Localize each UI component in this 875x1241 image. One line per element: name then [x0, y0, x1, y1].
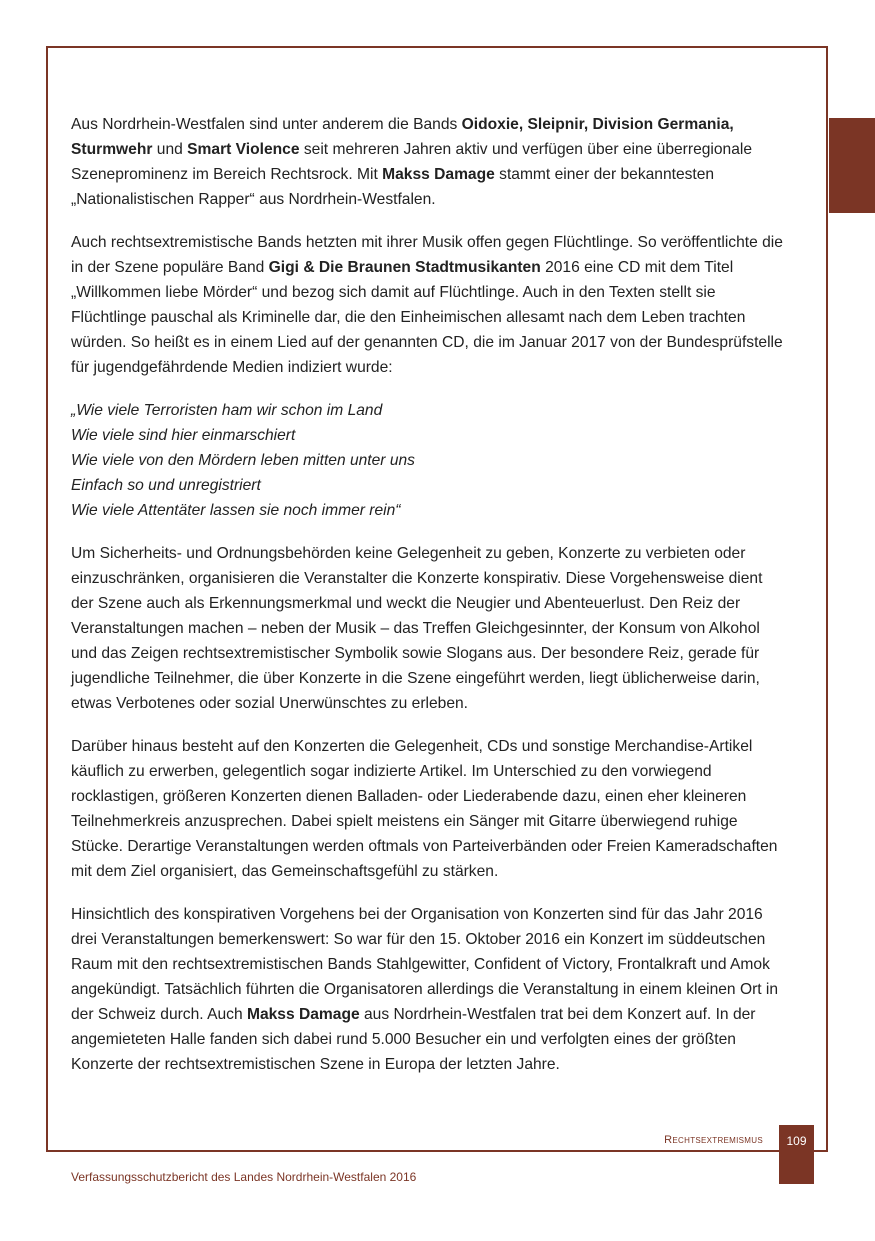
text-run: Aus Nordrhein-Westfalen sind unter anderem die Bands [71, 116, 462, 133]
text-run: Darüber hinaus besteht auf den Konzerten die Gelegenheit, CDs und sonstige Merchandise-Artikel käuflich zu erwerben, gelegentlich sogar indizierte Artikel. Im Unterschied zu den vorwiegend rocklastigen, größeren Konzerten dienen Balladen- oder Liederabende dazu, einen eher kleineren Teilnehmerkreis anzusprechen. Dabei spielt meistens ein Sänger mit Gitarre überwiegend ruhige Stücke. Derartige Veranstaltungen werden oftmals von Parteiverbänden oder Freien Kameradschaften mit dem Ziel organisiert, das Gemeinschaftsgefühl zu stärken. [71, 738, 778, 880]
document-title: Verfassungsschutzbericht des Landes Nordrhein-Westfalen 2016 [71, 1170, 417, 1184]
quote-line: Wie viele sind hier einmarschiert [71, 427, 296, 444]
song-quote [71, 398, 787, 523]
text-run: Auch rechtsextremistische Bands hetzten mit ihrer Musik offen gegen Flüchtlinge. So veröffentlichte die in der Szene populäre Band [71, 234, 783, 276]
paragraph [71, 734, 787, 884]
bold-name: Makss Damage [246, 1006, 360, 1023]
paragraph [71, 112, 787, 212]
text-run: Hinsichtlich des konspirativen Vorgehens bei der Organisation von Konzerten sind für das Jahr 2016 drei Veranstaltungen bemerkenswert: So war für den 15. Oktober 2016 ein Konzert im süddeutschen Raum mit den rechtsextremistischen Bands Stahlgewitter, Confident of Victory, Frontalkraft und Amok angekündigt. Tatsächlich führten die Organisatoren allerdings die Veranstaltung in einem kleinen Ort in der Schweiz durch. Auch [71, 906, 779, 1023]
bold-name: Smart Violence [187, 141, 300, 158]
text-run: Um Sicherheits- und Ordnungsbehörden keine Gelegenheit zu geben, Konzerte zu verbieten oder einzuschränken, organisieren die Veranstalter die Konzerte konspirativ. Diese Vorgehensweise dient der Szene auch als Erkennungsmerkmal und weckt die Neugier und Abenteuerlust. Den Reiz der Veranstaltungen machen – neben der Musik – das Treffen Gleichgesinnter, der Konsum von Alkohol und das Zeigen rechtsextremistischer Symbolik sowie Slogans aus. Der besondere Reiz, gerade für jugendliche Teilnehmer, die über Konzerte in die Szene eingeführt werden, liegt üblicherweise darin, etwas Verbotenes oder sozial Unerwünschtes zu erleben. [71, 545, 763, 712]
text-run: aus Nordrhein-Westfalen trat bei dem Konzert auf. In der angemieteten Halle fanden sich dabei rund 5.000 Besucher ein und verfolgten eines der größten Konzerte der rechtsextremistischen Szene in Europa der letzten Jahre. [71, 1006, 756, 1073]
page-number: 109 [779, 1125, 814, 1184]
quote-line: Wie viele von den Mördern leben mitten unter uns [71, 452, 415, 469]
body-text [71, 112, 787, 1095]
paragraph [71, 902, 787, 1077]
bold-name: Oidoxie, Sleipnir, Division Germania, Sturmwehr [71, 116, 734, 158]
quote-line: Wie viele Attentäter lassen sie noch immer rein“ [71, 502, 401, 519]
bold-name: Makss Damage [382, 166, 495, 183]
paragraph [71, 230, 787, 380]
bold-name: Gigi & Die Braunen Stadtmusikanten [268, 259, 541, 276]
quote-line: „Wie viele Terroristen ham wir schon im Land [71, 402, 383, 419]
text-run: seit mehreren Jahren aktiv und verfügen über eine überregionale Szeneprominenz im Bereich Rechtsrock. Mit [71, 141, 753, 183]
paragraph [71, 541, 787, 716]
text-run: stammt einer der bekanntesten „Nationalistischen Rapper“ aus Nordrhein-Westfalen. [71, 166, 715, 208]
quote-line: Einfach so und unregistriert [71, 477, 261, 494]
chapter-tab [829, 118, 875, 213]
text-run: 2016 eine CD mit dem Titel „Willkommen liebe Mörder“ und bezog sich damit auf Flüchtlinge. Auch in den Texten stellt sie Flüchtlinge pauschal als Kriminelle dar, die den Einheimischen allesamt nach dem Leben trachten würden. So heißt es in einem Lied auf der genannten CD, die im Januar 2017 von der Bundesprüfstelle für jugendgefährdende Medien indiziert wurde: [71, 259, 783, 376]
text-run: und [152, 141, 188, 158]
section-label: Rechtsextremismus [664, 1134, 763, 1146]
